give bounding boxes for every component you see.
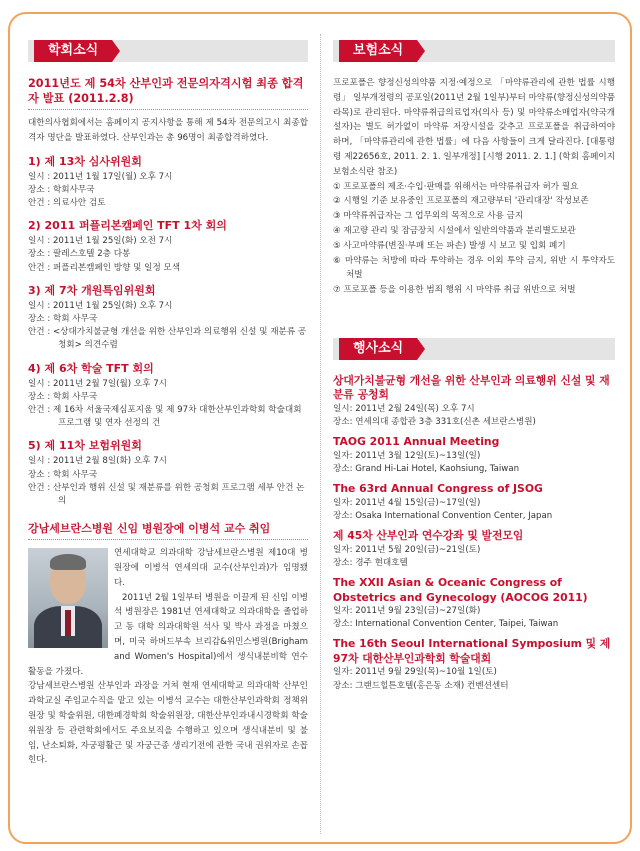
insurance-item: ① 프로포폴의 제조·수입·판매를 위해서는 마약류취급자 허가 필요 [333,181,579,192]
meeting-date: 일시 : 2011년 2월 8일(화) 오후 7시 [28,456,167,467]
news-paragraph: 연세대학교 의과대학 강남세브란스병원 제10대 병원장에 이병석 연세의대 교수(산부인과)가 임명됐다. [114,548,308,588]
meeting-title: 1) 제 13차 심사위원회 [28,154,142,168]
event-place: 장소: 연세의대 종합관 3층 331호(신촌 세브란스병원) [333,417,536,428]
insurance-item: ③ 마약류취급자는 그 업무외의 목적으로 사용 금지 [333,211,524,222]
professor-photo [28,548,108,648]
event-date: 일자: 2011년 5월 20일(금)~21일(토) [333,544,481,555]
event-place: 장소: Osaka International Convention Center, Japan [333,510,553,521]
event-date: 일자: 2011년 9월 23일(금)~27일(화) [333,606,481,617]
event-title: The 63rd Annual Congress of JSOG [333,482,543,496]
news-paragraph: 강남세브란스병원 산부인과 과장을 거쳐 현재 연세대학교 의과대학 산부인과학교실 주임교수직을 맡고 있는 이병석 교수는 대한산부인과학회 정책위원장 및 학술위원, 대한폐경학회 학술위원장, 대한산부인과내시경학회 학술위원장 등 관련학회에서도 주요보직을 수행하고 있으며 생식내분비 및 불임, 난소퇴화, 자궁평활근 및 자궁근종 생리기전에 관한 국내 권위자로 손꼽힌다. [28,681,308,766]
news-article [28,546,308,768]
exam-result-intro: 대한의사협회에서는 홈페이지 공지사항을 통해 제 54차 전문의고시 최종합격자 명단을 발표하였다. 산부인과는 총 96명이 최종합격하였다. [28,118,308,143]
event-item [333,529,615,570]
meeting-item [28,362,308,431]
events-title: 행사소식 [339,338,417,360]
exam-result-headline: 2011년도 제 54차 산부인과 전문의자격시험 최종 합격자 발표 (2011.2.8) [28,77,304,105]
meeting-agenda: 안건 : 제 16차 서울국제심포지움 및 제 97차 대한산부인과학회 학술대회 프로그램 및 연자 선정의 건 [28,405,302,429]
insurance-item: ⑦ 프로포폴 등을 이용한 범죄 행위 시 마약류 취급 위반으로 처벌 [333,285,576,296]
event-title: The XXII Asian & Oceanic Congress of Obstetrics and Gynecology (AOCOG 2011) [333,576,588,604]
event-item [333,576,615,631]
event-title: TAOG 2011 Annual Meeting [333,435,500,449]
event-place: 장소: 그랜드힐튼호텔(홍은동 소재) 컨벤션센터 [333,680,509,691]
insurance-news-header [333,40,615,62]
event-title: The 16th Seoul International Symposium 및 제 97차 대한산부인과학회 학술대회 [333,637,611,665]
meeting-item [28,284,308,353]
meeting-agenda: 안건 : <상대가치불균형 개선을 위한 산부인과 의료행위 신설 및 재분류 공청회> 의견수렴 [28,327,307,351]
meeting-place: 장소 : 학회 사무국 [28,469,98,480]
insurance-intro: 프로포폴은 향정신성의약품 지정·예정으로 「마약류관리에 관한 법률 시행령」 일부개정령의 공포일(2011년 2월 1일부)부터 마약류(향정신성의약품 라목)로 관리된다. 마약류취급의료업자(의사 등) 및 마약류소매업자(약국개설자)는 별도 허가없이 마약류 저장시설을 갖추고 프로포폴을 취급하여야 하며, 「마약류관리에 관한 법률」에 다음 사항들이 크게 달라진다. [대통령령 제22656호, 2011. 2. 1. 일부개정] [시행 2011. 2. 1.] (학회 홈페이지 보험소식란 참조) [333,78,615,177]
meeting-title: 5) 제 11차 보험위원회 [28,439,142,453]
meeting-place: 장소 : 학회 사무국 [28,391,98,402]
headline-rule [28,109,308,110]
events-header [333,338,615,360]
meeting-item [28,155,308,211]
meeting-item [28,439,308,508]
right-column [333,40,615,693]
event-title: 상대가치불균형 개선을 위한 산부인과 의료행위 신설 및 재분류 공청회 [333,373,610,402]
insurance-news-title: 보험소식 [339,40,417,62]
news-rule [28,539,308,540]
event-item [333,435,615,476]
society-news-header [28,40,308,62]
event-place: 장소: Grand Hi-Lai Hotel, Kaohsiung, Taiwan [333,464,520,475]
news-headline: 강남세브란스병원 신임 병원장에 이병석 교수 취임 [28,522,271,536]
event-place: 장소: International Convention Center, Taipei, Taiwan [333,619,559,630]
insurance-list [333,180,615,298]
meeting-place: 장소 : 학회사무국 [28,184,95,195]
meeting-title: 2) 2011 퍼플리본캠페인 TFT 1차 회의 [28,219,227,233]
news-paragraph: 2011년 2월 1일부터 병원을 이끌게 된 신임 이병석 병원장은 1981년 연세대학교 의과대학을 졸업하고 동 대학 의과대학원 석사 및 박사 과정을 마쳤으며, 미국 하버드부속 브리감&위민스병원(Brigham and Women's Hospital)에서 생식내분비학 연수활동을 가졌다. [28,592,308,677]
event-title: 제 45차 산부인과 연수강좌 및 발전모임 [333,529,524,543]
meeting-date: 일시 : 2011년 1월 17일(월) 오후 7시 [28,171,173,182]
meeting-date: 일시 : 2011년 1월 25일(화) 오전 7시 [28,236,173,247]
meeting-date: 일시 : 2011년 2월 7일(월) 오후 7시 [28,378,167,389]
event-place: 장소: 경주 현대호텔 [333,557,408,568]
meeting-agenda: 안건 : 의료사안 검토 [28,198,106,208]
insurance-item: ⑤ 사고마약류(변질·부패 또는 파손) 발생 시 보고 및 입회 폐기 [333,240,566,251]
left-column [28,40,308,768]
meeting-item [28,219,308,275]
event-item [333,374,615,429]
meeting-agenda: 안건 : 퍼플리본캠페인 방향 및 일정 모색 [28,262,181,273]
events-list [333,374,615,693]
event-date: 일자: 2011년 3월 12일(토)~13일(일) [333,450,481,461]
society-news-title: 학회소식 [34,40,112,62]
meeting-place: 장소 : 학회 사무국 [28,314,98,325]
insurance-item: ④ 재고량 관리 및 잠금장치 시설에서 일반의약품과 분리별도보관 [333,225,576,236]
meeting-title: 3) 제 7차 개원특임위원회 [28,283,156,297]
event-date: 일자: 2011년 9월 29일(목)~10월 1일(토) [333,667,497,678]
meeting-list [28,155,308,509]
column-divider [320,34,321,834]
meeting-date: 일시 : 2011년 1월 25일(화) 오후 7시 [28,300,173,311]
event-date: 일자: 2011년 4월 15일(금)~17일(일) [333,497,481,508]
event-item [333,637,615,692]
meeting-place: 장소 : 팔레스호텔 2층 다봉 [28,249,131,260]
event-item [333,482,615,523]
event-date: 일시: 2011년 2월 24일(목) 오후 7시 [333,403,475,414]
meeting-agenda: 안건 : 산부인과 행위 신설 및 재분류를 위한 공청회 프로그램 세부 안건 논의 [28,482,305,507]
meeting-title: 4) 제 6차 학술 TFT 회의 [28,361,154,375]
insurance-item: ② 시행일 기준 보유중인 프로포폴의 재고량부터 '관리대장' 작성보존 [333,196,589,207]
insurance-item: ⑥ 마약류는 처방에 따라 투약하는 경우 이외 투약 금지, 위반 시 투약자도 처벌 [333,255,615,281]
